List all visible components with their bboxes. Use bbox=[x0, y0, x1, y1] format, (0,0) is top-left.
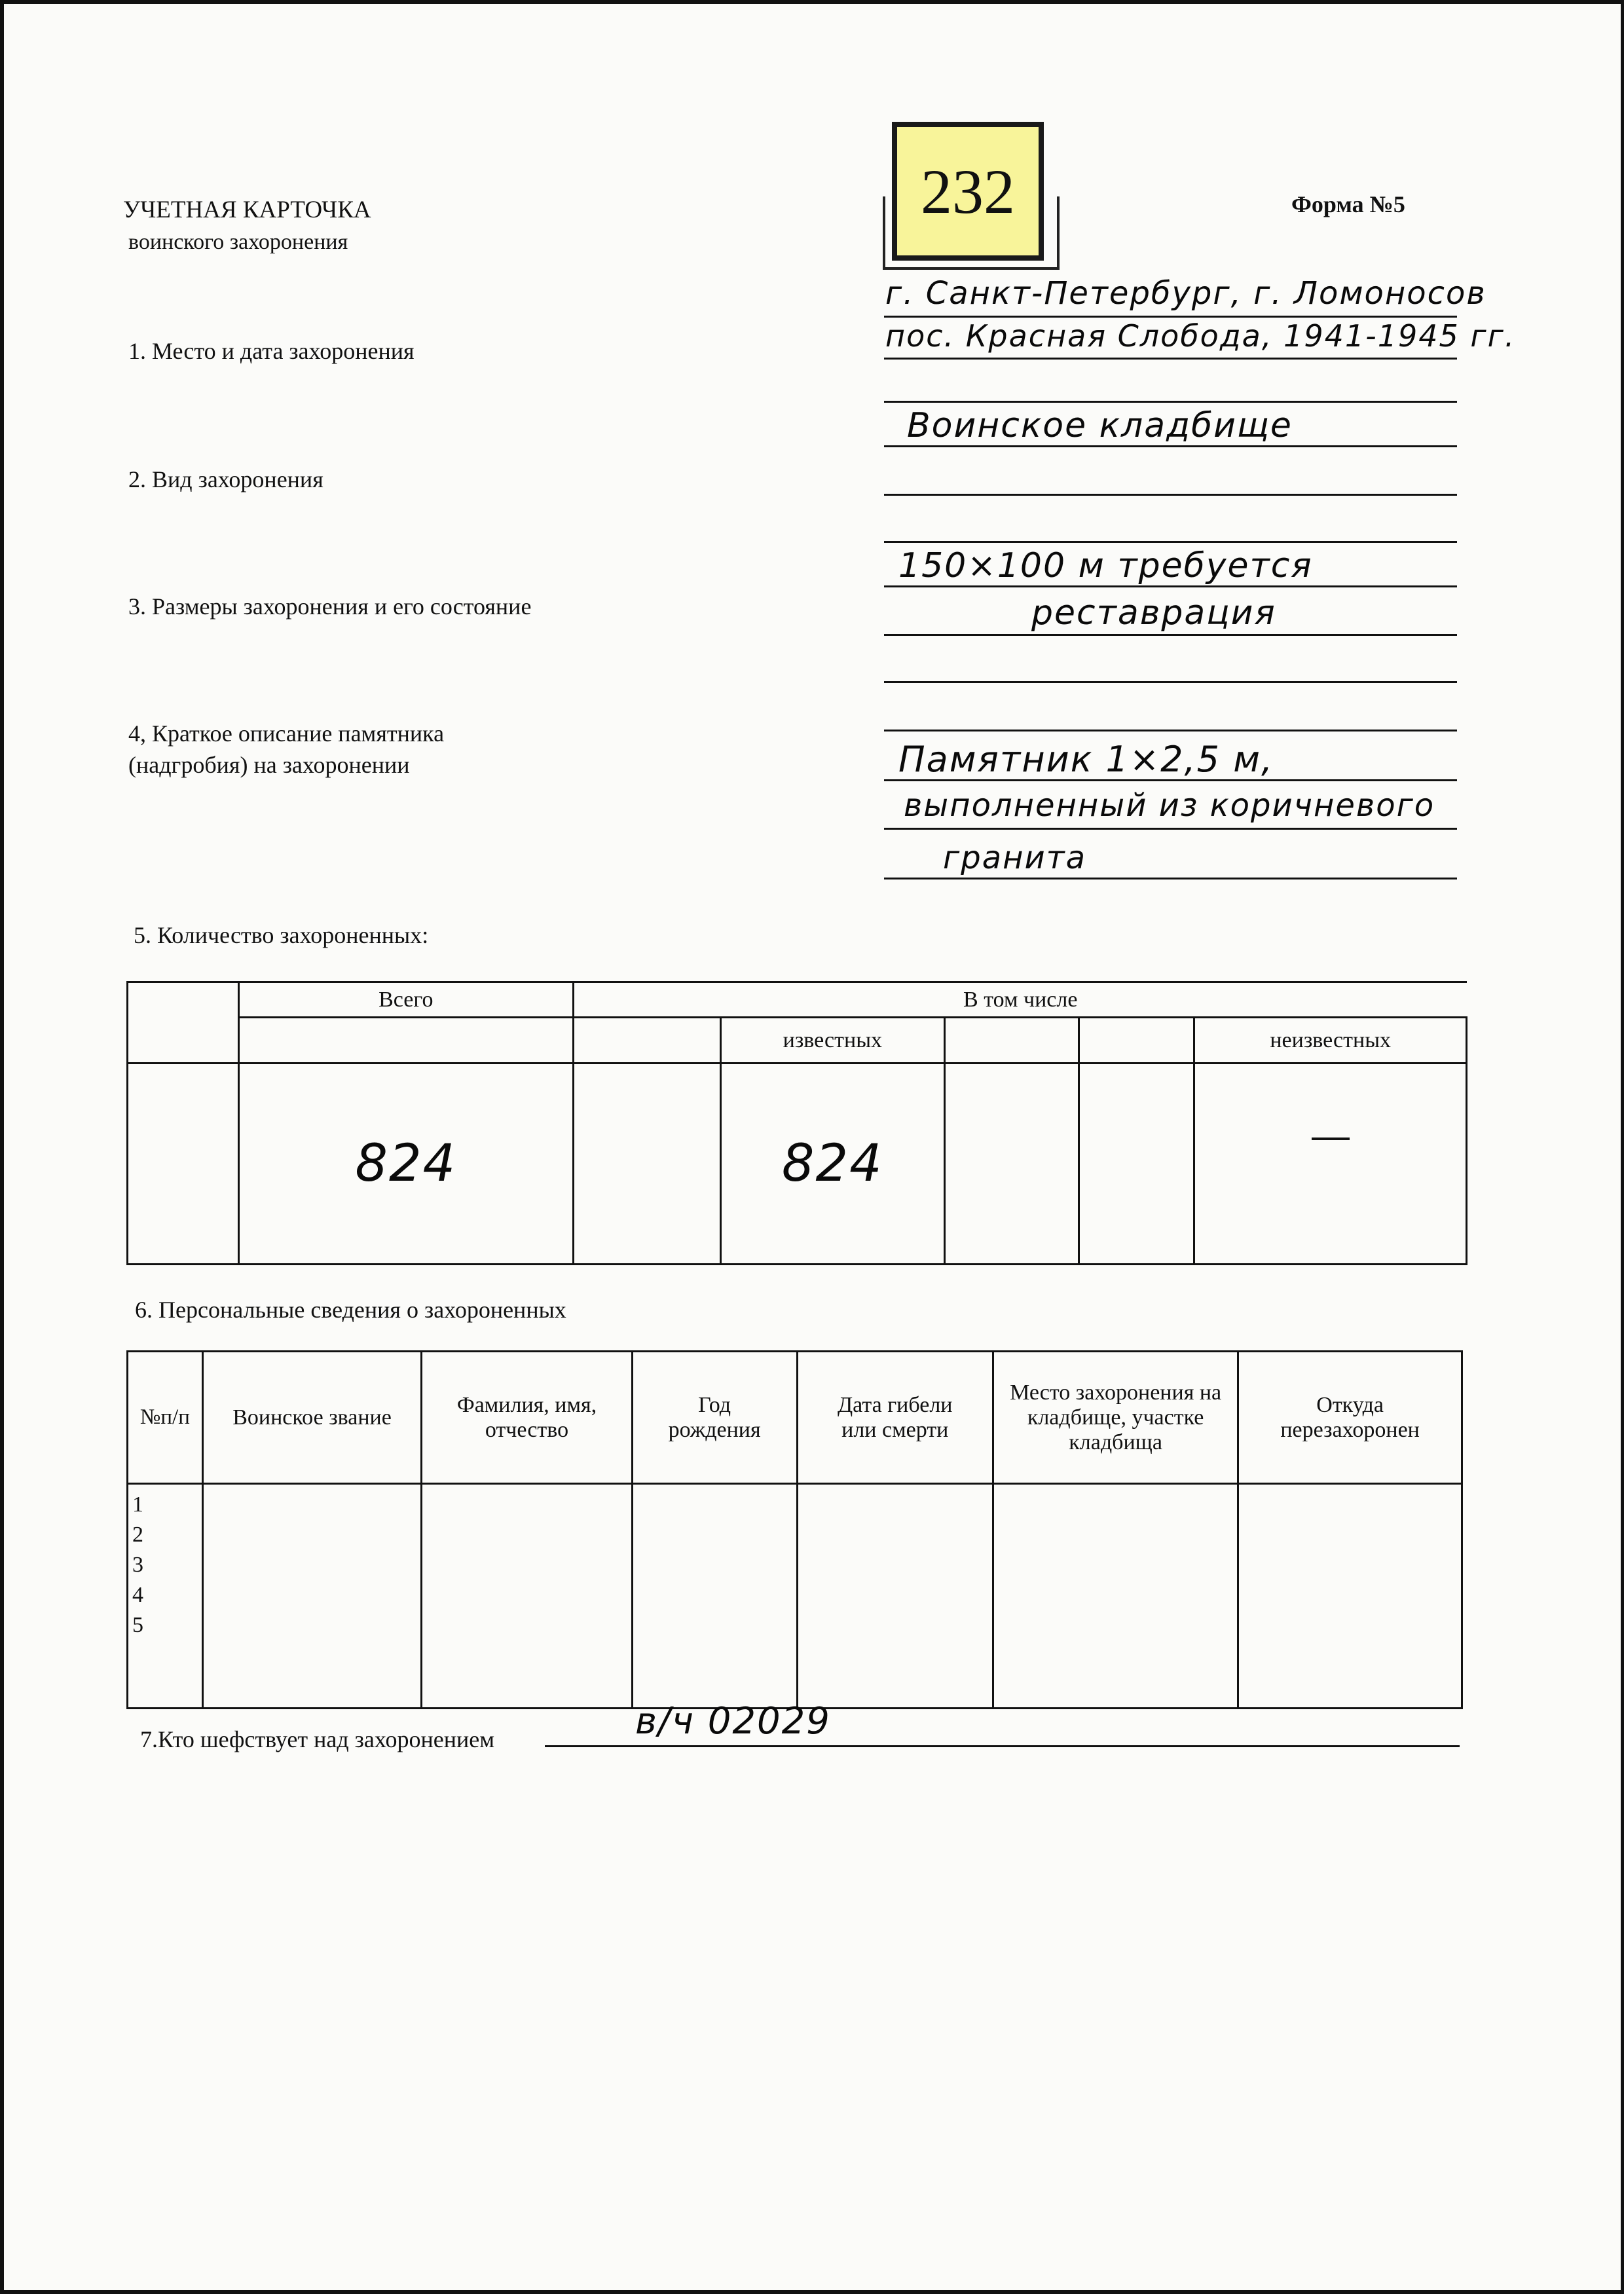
field-1-value-line-2: пос. Красная Слобода, 1941-1945 гг. bbox=[885, 318, 1516, 354]
column-header-reburied-from: Откуда перезахоронен bbox=[1238, 1352, 1462, 1484]
row-number: 5 bbox=[132, 1613, 143, 1637]
table-cell bbox=[128, 982, 239, 1064]
column-header-unknown: неизвестных bbox=[1194, 1018, 1467, 1064]
column-header-including: В том числе bbox=[573, 982, 1466, 1018]
table-cell bbox=[128, 1064, 239, 1265]
known-value-cell bbox=[720, 1064, 945, 1265]
row-number: 4 bbox=[132, 1583, 143, 1607]
column-header-number: №п/п bbox=[128, 1352, 203, 1484]
underline bbox=[884, 828, 1457, 830]
personal-data-table bbox=[126, 1350, 1463, 1709]
known-value: 824 bbox=[781, 1134, 883, 1193]
underline bbox=[884, 494, 1457, 496]
section-6-label: 6. Персональные сведения о захороненных bbox=[135, 1297, 566, 1323]
field-4-value-line-3: гранита bbox=[943, 840, 1087, 876]
field-3-value-line-1: 150×100 м требуется bbox=[898, 546, 1313, 585]
scan-border bbox=[0, 2290, 1624, 2294]
underline bbox=[884, 541, 1457, 543]
form-number: Форма №5 bbox=[1291, 191, 1405, 217]
field-1-label: 1. Место и дата захоронения bbox=[128, 338, 415, 364]
card-subtitle: воинского захоронения bbox=[128, 230, 348, 254]
field-1-value-line-1: г. Санкт-Петербург, г. Ломоносов bbox=[885, 275, 1486, 312]
column-header-death-date: Дата гибели или смерти bbox=[797, 1352, 993, 1484]
table-cell bbox=[993, 1484, 1238, 1709]
card-number: 232 bbox=[921, 156, 1015, 227]
field-3-label: 3. Размеры захоронения и его состояние bbox=[128, 593, 532, 620]
scan-border bbox=[0, 0, 1624, 4]
field-3-value-line-2: реставрация bbox=[1031, 593, 1276, 633]
column-header-total: Всего bbox=[238, 982, 573, 1018]
underline bbox=[884, 681, 1457, 683]
row-number: 1 bbox=[132, 1492, 143, 1517]
underline bbox=[884, 878, 1457, 879]
table-cell bbox=[945, 1018, 1079, 1064]
row-numbers-cell bbox=[128, 1484, 203, 1709]
field-4-value-line-1: Памятник 1×2,5 м, bbox=[898, 739, 1274, 780]
scan-border bbox=[1621, 0, 1624, 2294]
unknown-value-cell bbox=[1194, 1064, 1467, 1265]
table-cell bbox=[573, 1018, 720, 1064]
column-header-name: Фамилия, имя, отчество bbox=[422, 1352, 632, 1484]
total-value: 824 bbox=[355, 1134, 457, 1193]
section-7-value: в/ч 02029 bbox=[635, 1700, 831, 1743]
field-4-label-line-2: (надгробия) на захоронении bbox=[128, 752, 410, 778]
total-value-cell bbox=[238, 1064, 573, 1265]
table-cell bbox=[238, 1018, 573, 1064]
section-5-label: 5. Количество захороненных: bbox=[134, 922, 429, 948]
burials-count-table bbox=[126, 981, 1467, 1265]
underline bbox=[884, 585, 1457, 587]
row-number: 3 bbox=[132, 1553, 143, 1577]
card-title: УЧЕТНАЯ КАРТОЧКА bbox=[123, 196, 371, 223]
table-cell bbox=[945, 1064, 1079, 1265]
row-number: 2 bbox=[132, 1523, 143, 1547]
underline bbox=[884, 634, 1457, 636]
scan-border bbox=[0, 0, 4, 2294]
table-cell bbox=[1079, 1064, 1194, 1265]
column-header-known: известных bbox=[720, 1018, 945, 1064]
table-cell bbox=[632, 1484, 797, 1709]
underline bbox=[884, 779, 1457, 781]
table-cell bbox=[1238, 1484, 1462, 1709]
table-cell bbox=[797, 1484, 993, 1709]
field-4-value-line-2: выполненный из коричневого bbox=[904, 787, 1435, 824]
column-header-burial-place: Место захоронения на кладбище, участке кладбища bbox=[993, 1352, 1238, 1484]
underline bbox=[884, 445, 1457, 447]
table-cell bbox=[573, 1064, 720, 1265]
underline bbox=[884, 401, 1457, 403]
underline bbox=[884, 730, 1457, 731]
table-cell bbox=[202, 1484, 422, 1709]
table-cell bbox=[422, 1484, 632, 1709]
field-2-label: 2. Вид захоронения bbox=[128, 466, 323, 492]
card-number-stamp bbox=[892, 122, 1044, 261]
field-2-value: Воинское кладбище bbox=[907, 406, 1293, 445]
unknown-value-dash bbox=[1312, 1138, 1350, 1140]
underline bbox=[545, 1745, 1460, 1747]
section-7-label: 7.Кто шефствует над захоронением bbox=[140, 1726, 495, 1752]
underline bbox=[884, 316, 1457, 318]
underline bbox=[884, 358, 1457, 360]
field-4-label-line-1: 4, Краткое описание памятника bbox=[128, 720, 445, 747]
column-header-rank: Воинское звание bbox=[202, 1352, 422, 1484]
column-header-birth-year: Год рождения bbox=[632, 1352, 797, 1484]
table-cell bbox=[1079, 1018, 1194, 1064]
